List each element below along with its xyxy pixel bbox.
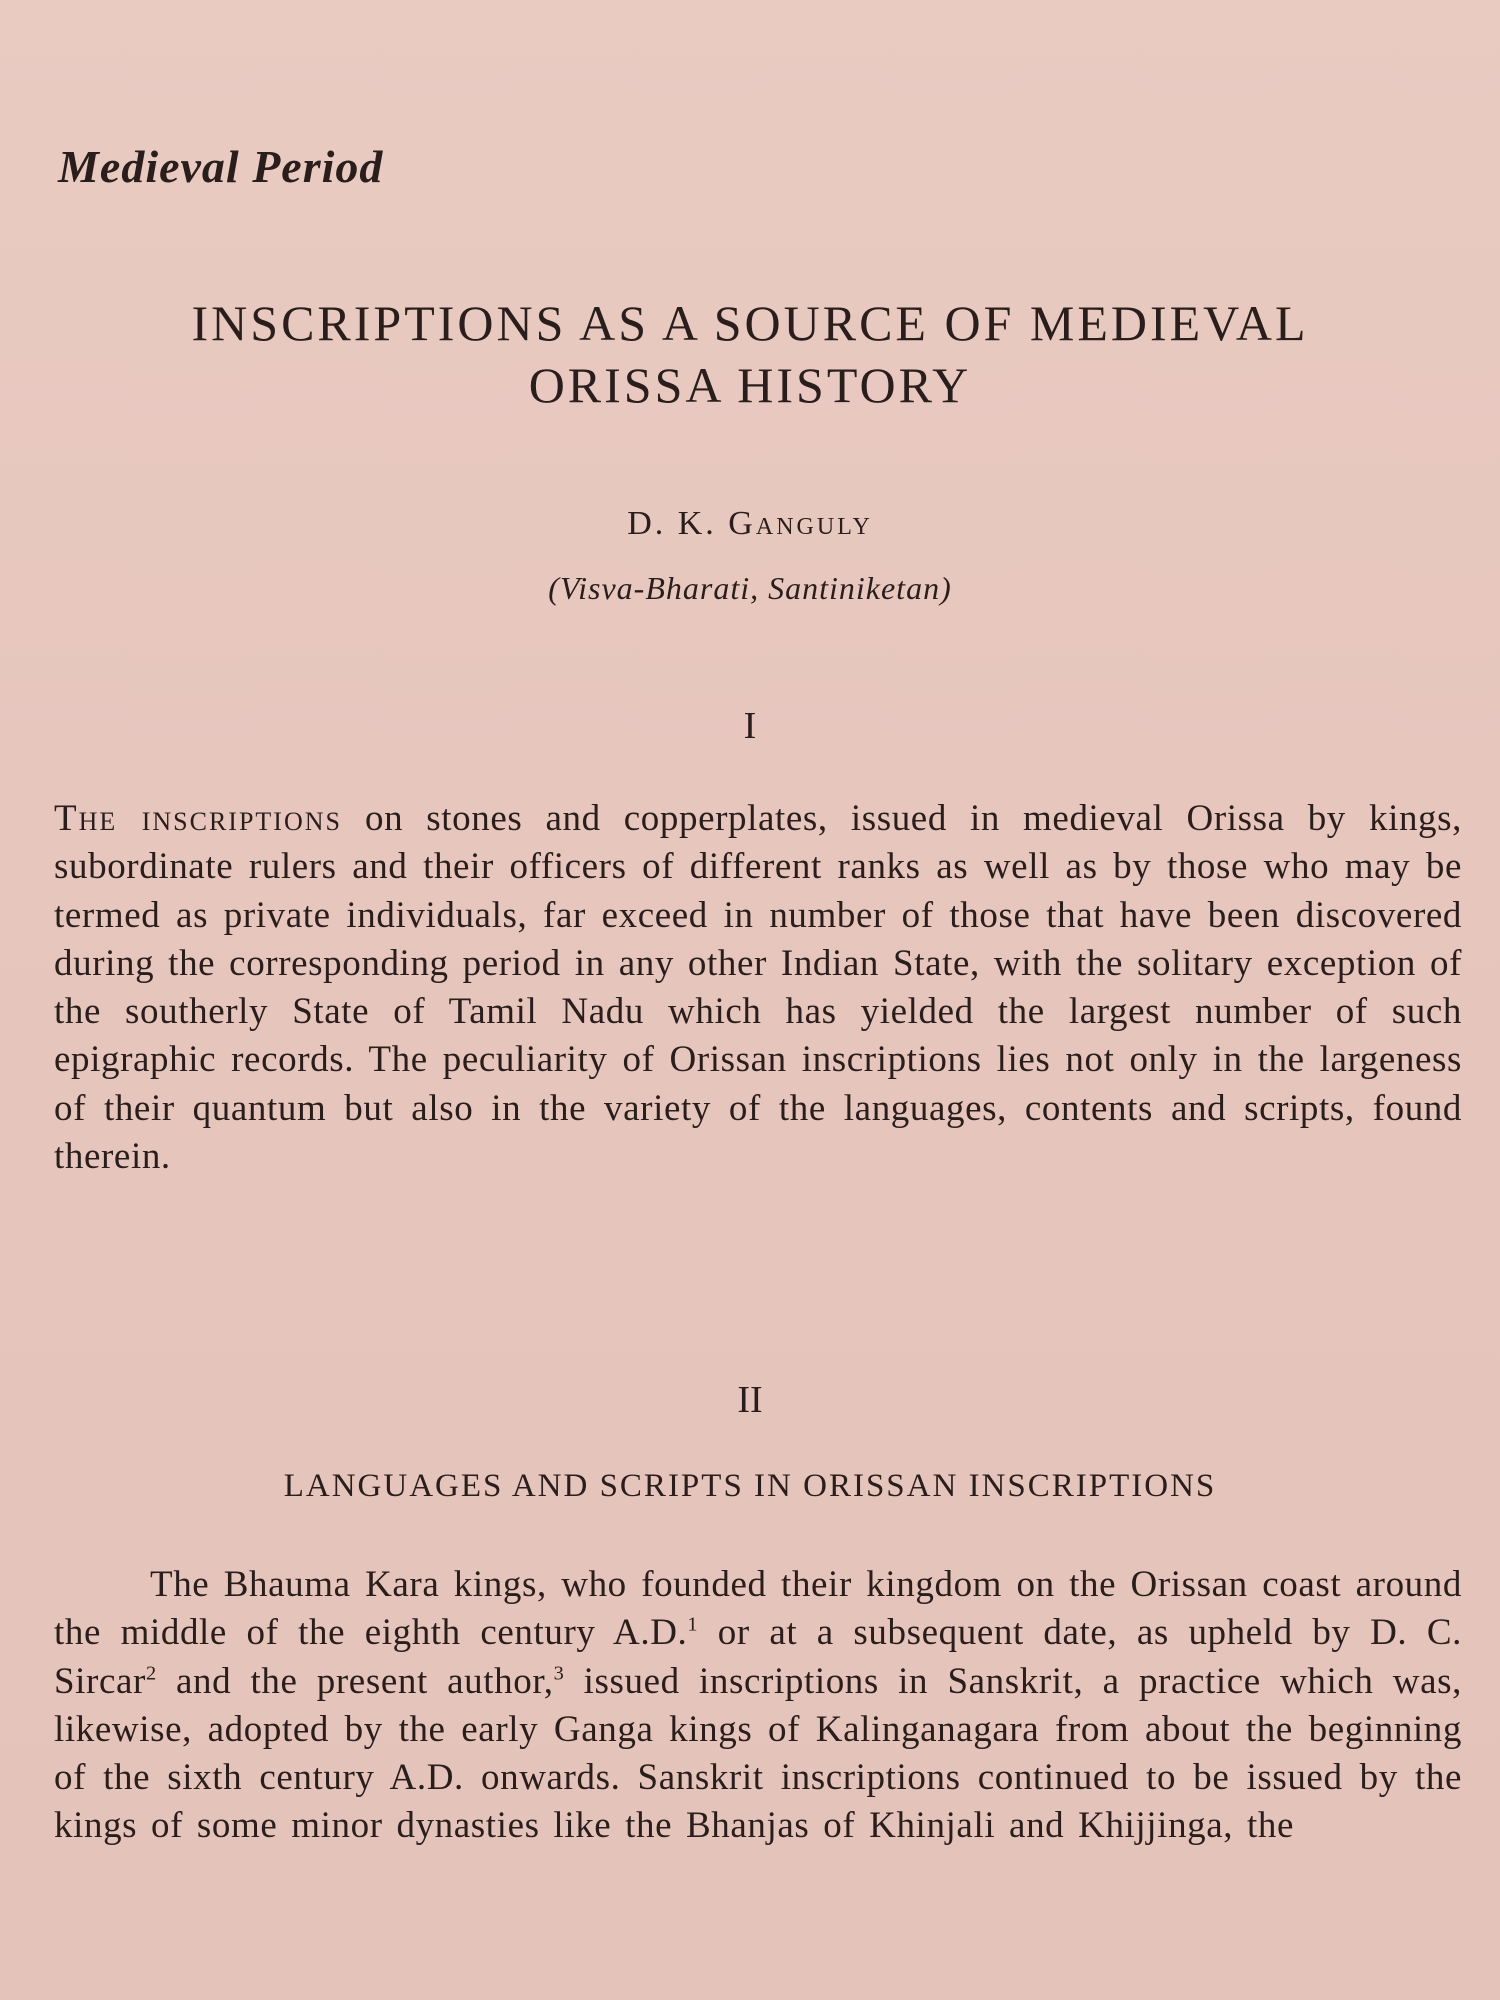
- author-name: D. K. Ganguly: [627, 505, 873, 542]
- paragraph-1-text: on stones and copperplates, issued in medieval Orissa by kings, subordinate rulers and their officers of different ranks as well as by those who may be termed as private individuals, far exceed in number of those that have been discovered during the corresponding period in any other Indian State, with the solitary exception of the southerly State of Tamil Nadu which has yielded the largest number of such epigraphic records. The peculiarity of Orissan inscriptions lies not only in the largeness of their quantum but also in the variety of the languages, contents and scripts, found therein.: [54, 798, 1462, 1178]
- paragraph-2-text-d: issued inscriptions in Sanskrit, a practice which was, likewise, adopted by the early Ganga kings of Kalinganagara from about the beginning of the sixth century A.D. onwards. Sanskrit inscriptions continued to be issued by the kings of some minor dynasties like the Bhanjas of Khinjali and Khijjinga, the: [54, 1660, 1462, 1847]
- title-line-1: INSCRIPTIONS AS A SOURCE OF MEDIEVAL: [191, 295, 1309, 351]
- section-numeral-1: I: [743, 705, 757, 747]
- paragraph-2: [54, 1561, 1462, 1851]
- title-line-2: ORISSA HISTORY: [528, 357, 972, 413]
- paragraph-2-text-b: or at a subsequent date, as upheld by D. C. Sircar: [54, 1612, 1462, 1702]
- section-label: Medieval Period: [58, 141, 384, 192]
- footnote-marker-1: 1: [687, 1613, 699, 1636]
- section-heading: LANGUAGES AND SCRIPTS IN ORISSAN INSCRIPTIONS: [283, 1468, 1217, 1504]
- paragraph-2-text-c: and the present author,: [156, 1660, 554, 1702]
- author-affiliation: (Visva-Bharati, Santiniketan): [548, 570, 952, 606]
- footnote-marker-2: 2: [145, 1662, 157, 1685]
- paragraph-1-lead: The inscriptions: [54, 798, 342, 839]
- paragraph-2-text-a: The Bhauma Kara kings, who founded their kingdom on the Orissan coast around the middle of the eighth century A.D.: [54, 1564, 1462, 1654]
- footnote-marker-3: 3: [553, 1662, 565, 1685]
- section-numeral-2: II: [737, 1379, 763, 1421]
- paragraph-1: [54, 795, 1462, 1181]
- article-title: [40, 292, 1460, 416]
